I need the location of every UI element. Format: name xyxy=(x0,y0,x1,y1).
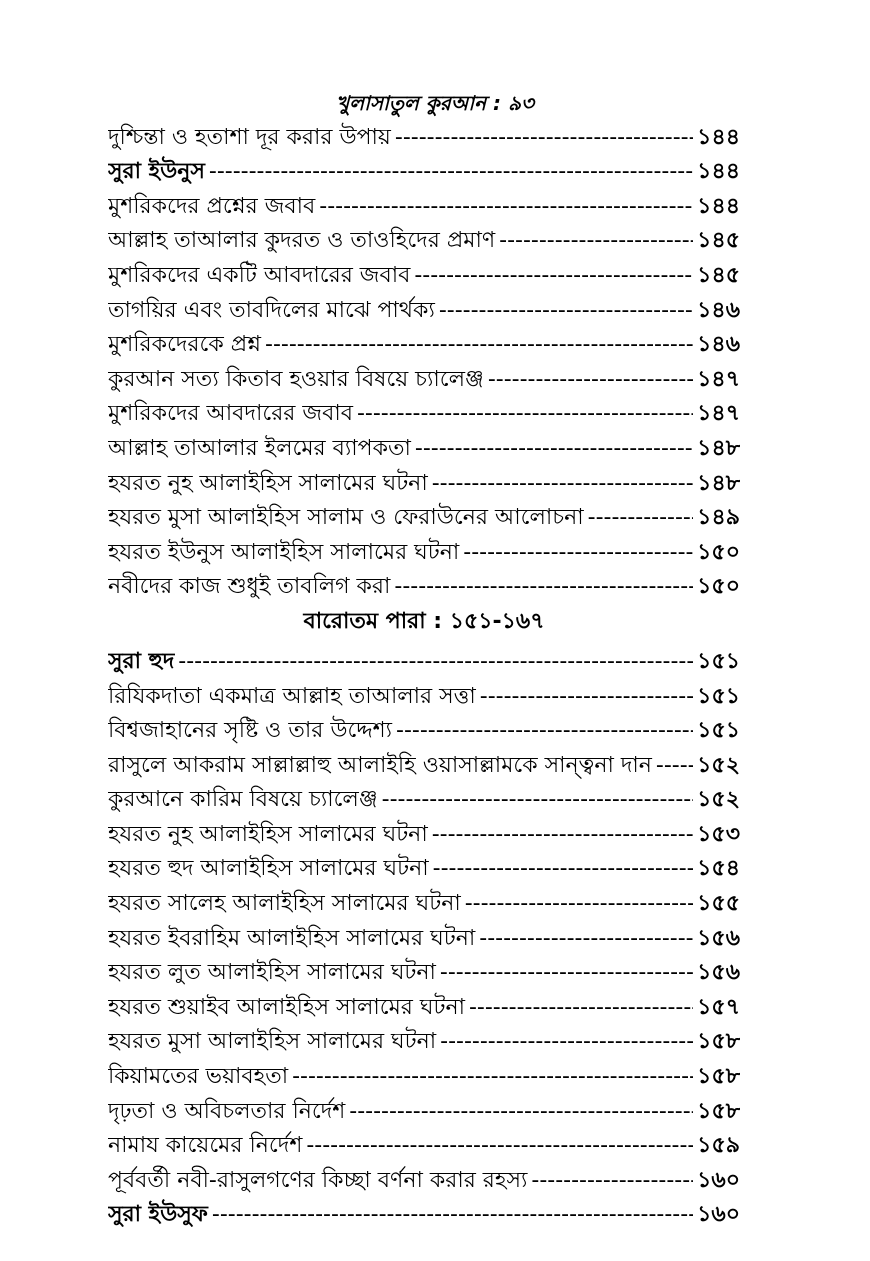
toc-entry-title: আল্লাহ তাআলার কুদরত ও তাওহিদের প্রমাণ xyxy=(108,228,496,254)
toc-entry-title: রাসুলে আকরাম সাল্লাল্লাহু আলাইহি ওয়াসাল্লামকে সান্ত্বনা দান xyxy=(108,752,652,778)
dot-leader xyxy=(469,993,693,1023)
toc-entry-page: ১৫৫ xyxy=(697,891,740,917)
dot-leader xyxy=(433,854,694,884)
toc-entry xyxy=(108,954,740,989)
dot-leader xyxy=(531,1166,693,1196)
dot-leader xyxy=(440,1027,693,1057)
toc-entry-title: মুশরিকদের একটি আবদারের জবাব xyxy=(108,262,411,288)
section-heading: বারোতম পারা : ১৫১-১৬৭ xyxy=(303,609,545,635)
dot-leader xyxy=(480,682,693,712)
toc-entry-title: হযরত লুত আলাইহিস সালামের ঘটনা xyxy=(108,960,436,986)
dot-leader xyxy=(265,330,693,360)
dot-leader xyxy=(499,226,693,256)
toc-entry-title: মুশরিকদেরকে প্রশ্ন xyxy=(108,332,262,358)
dot-leader xyxy=(396,716,693,746)
toc-entry-page: ১৬০ xyxy=(697,1167,740,1193)
toc-entry-page: ১৪৮ xyxy=(697,435,740,461)
toc-entry-page: ১৫০ xyxy=(697,574,740,600)
toc-entry-page: ১৪৪ xyxy=(697,159,740,185)
toc-entry-title: দুশ্চিন্তা ও হতাশা দূর করার উপায় xyxy=(108,124,391,150)
toc-surah-heading xyxy=(108,642,740,677)
toc-entry-title: মুশরিকদের আবদারের জবাব xyxy=(108,401,353,427)
toc-surah-heading xyxy=(108,153,740,188)
toc-entry-page: ১৪৮ xyxy=(697,470,740,496)
toc-entry xyxy=(108,884,740,919)
toc-entry-page: ১৬০ xyxy=(697,1202,740,1228)
dot-leader xyxy=(439,296,693,326)
toc-entry-page: ১৫৩ xyxy=(697,821,740,847)
toc-entry xyxy=(108,222,740,257)
toc-entry xyxy=(108,1023,740,1058)
dot-leader xyxy=(440,958,693,988)
dot-leader xyxy=(292,1062,693,1092)
toc-entry-page: ১৫১ xyxy=(697,718,740,744)
dot-leader xyxy=(479,924,693,954)
toc-entry xyxy=(108,712,740,747)
toc-entry xyxy=(108,988,740,1023)
toc-entry-title: আল্লাহ তাআলার ইলমের ব্যাপকতা xyxy=(108,435,411,461)
toc-entry-page: ১৫৮ xyxy=(697,1029,740,1055)
toc-entry-title: সুরা ইউনুস xyxy=(108,159,205,185)
dot-leader xyxy=(178,647,693,677)
toc-entry-title: সুরা হুদ xyxy=(108,648,175,674)
dot-leader xyxy=(319,192,693,222)
toc-entry xyxy=(108,499,740,534)
toc-entry-page: ১৫৮ xyxy=(697,1064,740,1090)
toc-entry-page: ১৪৪ xyxy=(697,124,740,150)
toc-entry-title: হযরত হুদ আলাইহিস সালামের ঘটনা xyxy=(108,856,429,882)
toc-entry-page: ১৫৯ xyxy=(697,1133,740,1159)
running-header: খুলাসাতুল কুরআন : ৯৩ xyxy=(336,91,534,115)
toc-entry-title: হযরত সালেহ আলাইহিস সালামের ঘটনা xyxy=(108,891,461,917)
dot-leader xyxy=(357,399,693,429)
toc-entry-page: ১৪৪ xyxy=(697,193,740,219)
toc-entry xyxy=(108,360,740,395)
toc-entry xyxy=(108,429,740,464)
toc-entry-title: নবীদের কাজ শুধুই তাবলিগ করা xyxy=(108,574,391,600)
toc-entry-title: মুশরিকদের প্রশ্নের জবাব xyxy=(108,193,316,219)
dot-leader xyxy=(463,538,693,568)
dot-leader xyxy=(382,785,694,815)
dot-leader xyxy=(656,751,693,781)
toc-entry-title: হযরত মুসা আলাইহিস সালামের ঘটনা xyxy=(108,1029,437,1055)
toc-entry-page: ১৫৬ xyxy=(697,925,740,951)
toc-entry xyxy=(108,256,740,291)
toc-entry xyxy=(108,568,740,603)
toc-entry xyxy=(108,118,740,153)
dot-leader xyxy=(432,820,693,850)
toc-entry xyxy=(108,850,740,885)
toc-entry-page: ১৪৬ xyxy=(697,332,740,358)
toc-entry xyxy=(108,815,740,850)
toc-entry-title: হযরত ইবরাহিম আলাইহিস সালামের ঘটনা xyxy=(108,925,476,951)
toc-group-part-11 xyxy=(108,118,740,602)
toc-entry-title: নামায কায়েমের নির্দেশ xyxy=(108,1133,303,1159)
toc-entry-page: ১৫৮ xyxy=(697,1098,740,1124)
dot-leader xyxy=(349,1097,693,1127)
toc-entry-title: সুরা ইউসুফ xyxy=(108,1202,208,1228)
toc-entry-page: ১৪৫ xyxy=(697,228,740,254)
toc-surah-heading xyxy=(108,1196,740,1231)
toc-entry xyxy=(108,464,740,499)
dot-leader xyxy=(394,572,693,602)
toc-entry-page: ১৫০ xyxy=(697,539,740,565)
toc-entry xyxy=(108,919,740,954)
toc-entry-page: ১৫৬ xyxy=(697,960,740,986)
toc-entry xyxy=(108,1161,740,1196)
toc-entry-page: ১৪৭ xyxy=(697,366,740,392)
dot-leader xyxy=(465,889,693,919)
toc-entry-page: ১৫২ xyxy=(697,787,740,813)
toc-entry-page: ১৪৬ xyxy=(697,297,740,323)
toc-entry xyxy=(108,1057,740,1092)
toc-entry-title: হযরত নুহ আলাইহিস সালামের ঘটনা xyxy=(108,821,428,847)
dot-leader xyxy=(209,157,693,187)
dot-leader xyxy=(212,1200,693,1230)
toc-entry-title: দৃঢ়তা ও অবিচলতার নির্দেশ xyxy=(108,1098,346,1124)
toc-entry xyxy=(108,1127,740,1162)
toc-entry-title: হযরত মুসা আলাইহিস সালাম ও ফেরাউনের আলোচনা xyxy=(108,505,584,531)
toc-entry-page: ১৫১ xyxy=(697,648,740,674)
toc-entry xyxy=(108,781,740,816)
toc-entry-page: ১৫২ xyxy=(697,752,740,778)
toc-entry-page: ১৪৫ xyxy=(697,262,740,288)
toc-entry xyxy=(108,326,740,361)
dot-leader xyxy=(395,123,693,153)
toc-entry-title: হযরত শুয়াইব আলাইহিস সালামের ঘটনা xyxy=(108,994,465,1020)
toc-entry-page: ১৫১ xyxy=(697,683,740,709)
toc-entry-title: কুরআনে কারিম বিষয়ে চ্যালেঞ্জ xyxy=(108,787,378,813)
toc-entry xyxy=(108,746,740,781)
toc-entry-title: হযরত নুহ আলাইহিস সালামের ঘটনা xyxy=(108,470,428,496)
toc-entry-title: রিযিকদাতা একমাত্র আল্লাহ তাআলার সত্তা xyxy=(108,683,476,709)
toc-entry-title: হযরত ইউনুস আলাইহিস সালামের ঘটনা xyxy=(108,539,460,565)
toc-entry-page: ১৫৪ xyxy=(697,856,740,882)
dot-leader xyxy=(588,503,694,533)
toc-entry xyxy=(108,1092,740,1127)
dot-leader xyxy=(432,469,693,499)
toc-entry xyxy=(108,187,740,222)
dot-leader xyxy=(415,434,693,464)
toc-entry-page: ১৪৯ xyxy=(697,505,740,531)
dot-leader xyxy=(488,365,693,395)
toc-entry xyxy=(108,291,740,326)
toc-entry-page: ১৪৭ xyxy=(697,401,740,427)
toc-group-part-12 xyxy=(108,642,740,1230)
toc-entry xyxy=(108,677,740,712)
table-of-contents xyxy=(108,118,740,1230)
toc-entry-title: বিশ্বজাহানের সৃষ্টি ও তার উদ্দেশ্য xyxy=(108,718,392,744)
toc-entry xyxy=(108,533,740,568)
dot-leader xyxy=(414,261,693,291)
toc-entry-title: পূর্ববর্তী নবী-রাসুলগণের কিচ্ছা বর্ণনা করার রহস্য xyxy=(108,1167,528,1193)
toc-entry-title: কুরআন সত্য কিতাব হওয়ার বিষয়ে চ্যালেঞ্জ xyxy=(108,366,484,392)
toc-entry-page: ১৫৭ xyxy=(697,994,740,1020)
toc-entry-title: তাগয়ির এবং তাবদিলের মাঝে পার্থক্য xyxy=(108,297,435,323)
toc-entry-title: কিয়ামতের ভয়াবহতা xyxy=(108,1064,289,1090)
toc-entry xyxy=(108,395,740,430)
dot-leader xyxy=(306,1131,693,1161)
